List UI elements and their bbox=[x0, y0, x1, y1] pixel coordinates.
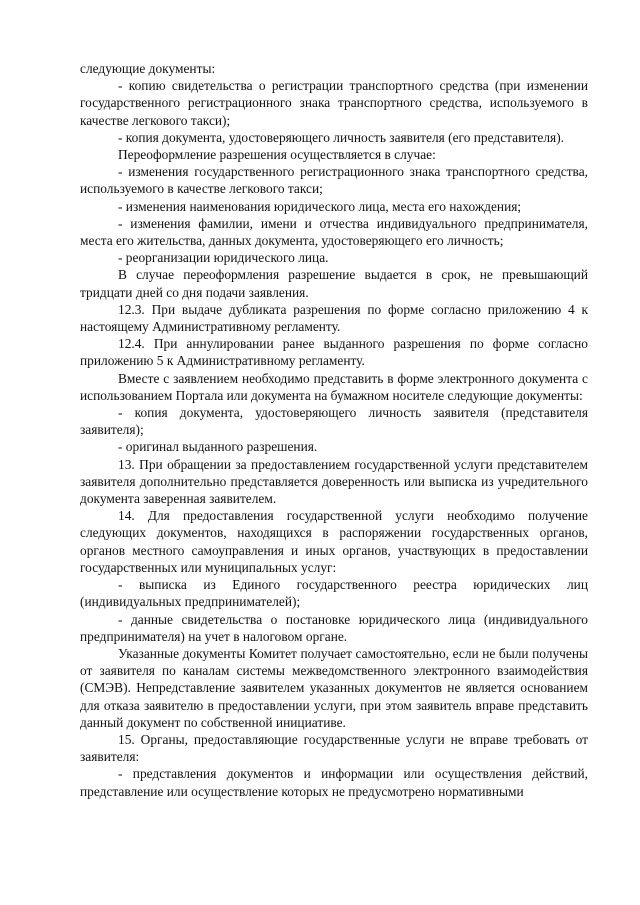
paragraph: В случае переоформления разрешение выдается в срок, не превышающий тридцати дней со дня подачи заявления. bbox=[80, 267, 588, 300]
list-item: - копию свидетельства о регистрации транспортного средства (при изменении государственного регистрационного знака транспортного средства, используемого в качестве легкового такси); bbox=[80, 78, 588, 128]
list-item: - изменения государственного регистрационного знака транспортного средства, используемого в качестве легкового такси; bbox=[80, 164, 588, 197]
paragraph: Указанные документы Комитет получает самостоятельно, если не были получены от заявителя по каналам системы межведомственного электронного взаимодействия (СМЭВ). Непредставление заявителем указанных документов не является основанием для отказа заявителю в предоставлении услуги, при этом заявитель вправе представить данный документ по собственной инициативе. bbox=[80, 645, 588, 730]
paragraph: Вместе с заявлением необходимо представить в форме электронного документа с использованием Портала или документа на бумажном носителе следующие документы: bbox=[80, 370, 588, 403]
paragraph: Переоформление разрешения осуществляется в случае: bbox=[118, 147, 436, 163]
list-item: - изменения наименования юридического лица, места его нахождения; bbox=[118, 198, 522, 214]
list-item: - изменения фамилии, имени и отчества индивидуального предпринимателя, места его жительства, данных документа, удостоверяющего его личность; bbox=[80, 215, 588, 249]
paragraph: 14. Для предоставления государственной услуги необходимо получение следующих документов, находящихся в распоряжении государственных органов, органов местного самоуправления и иных органов, участвующих в предоставлении государственных или муниципальных услуг: bbox=[80, 508, 588, 575]
list-item: - копия документа, удостоверяющего личность заявителя (представителя заявителя); bbox=[80, 405, 588, 438]
list-item: - реорганизации юридического лица. bbox=[118, 250, 329, 266]
paragraph: 15. Органы, предоставляющие государственные услуги не вправе требовать от заявителя: bbox=[80, 731, 588, 765]
document-page bbox=[80, 60, 588, 800]
list-item: - копия документа, удостоверяющего личность заявителя (его представителя). bbox=[118, 129, 565, 145]
paragraph: следующие документы: bbox=[80, 61, 216, 76]
paragraph: 12.4. При аннулировании ранее выданного разрешения по форме согласно приложению 5 к Административному регламенту. bbox=[80, 336, 588, 369]
list-item: - выписка из Единого государственного реестра юридических лиц (индивидуальных предпринимателей); bbox=[80, 577, 588, 610]
list-item: - представления документов и информации или осуществления действий, представление или осуществление которых не предусмотрено нормативными bbox=[80, 766, 588, 799]
paragraph: 12.3. При выдаче дубликата разрешения по форме согласно приложению 4 к настоящему Административному регламенту. bbox=[80, 301, 588, 335]
paragraph: 13. При обращении за предоставлением государственной услуги представителем заявителя дополнительно представляется доверенность или выписка из учредительного документа заверенная заявителем. bbox=[80, 456, 588, 507]
list-item: - оригинал выданного разрешения. bbox=[118, 439, 318, 455]
list-item: - данные свидетельства о постановке юридического лица (индивидуального предпринимателя) на учет в налоговом органе. bbox=[80, 611, 588, 644]
